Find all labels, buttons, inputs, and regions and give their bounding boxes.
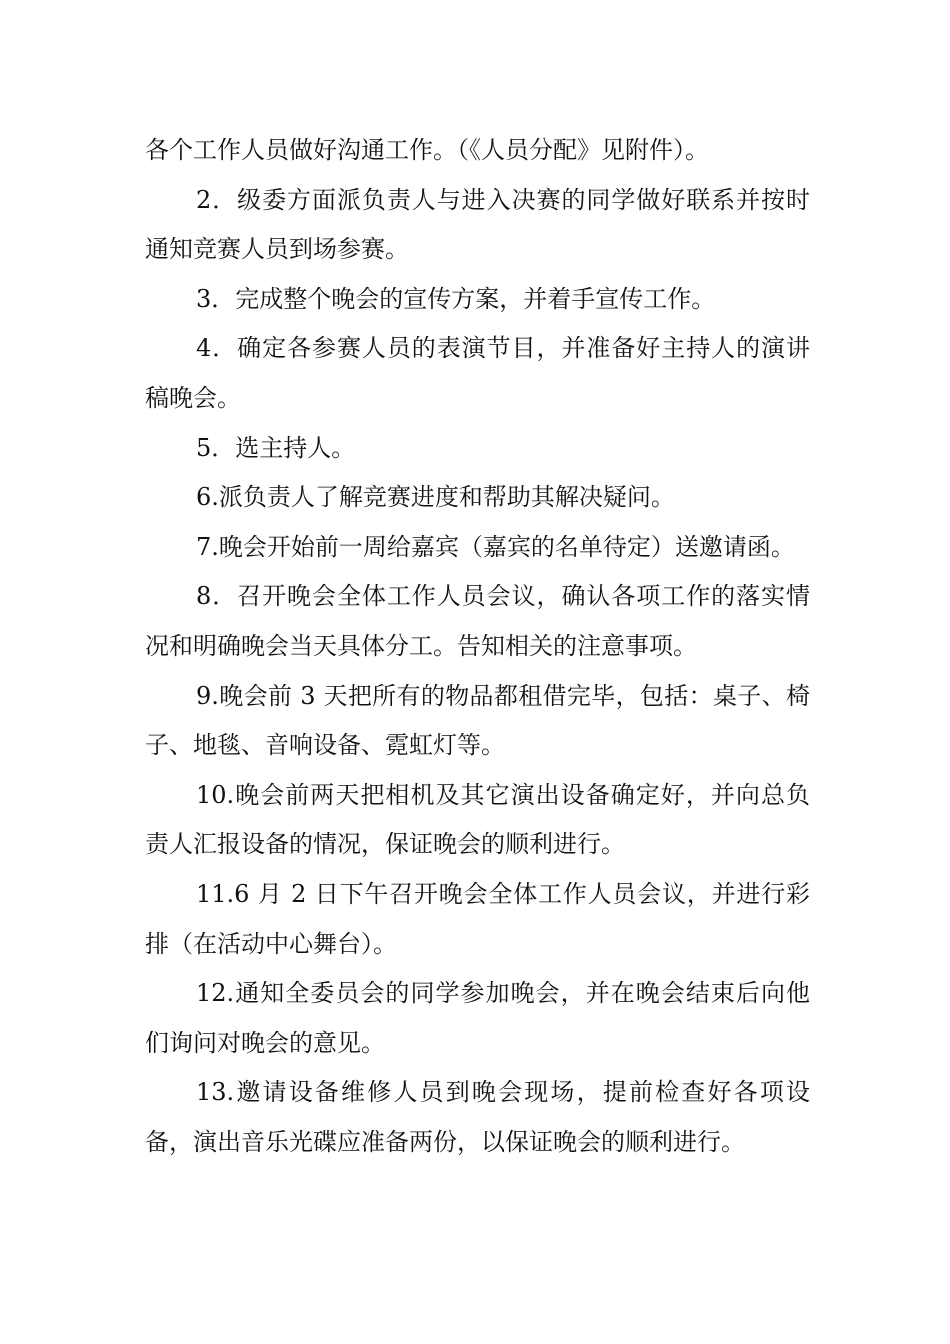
list-item-13: 13.邀请设备维修人员到晚会现场，提前检查好各项设备，演出音乐光碟应准备两份，以保证晚会的顺利进行。 (145, 1078, 810, 1156)
list-item-8: 8．召开晚会全体工作人员会议，确认各项工作的落实情况和明确晚会当天具体分工。告知相关的注意事项。 (145, 582, 810, 660)
list-item-9: 9.晚会前 3 天把所有的物品都租借完毕，包括：桌子、椅子、地毯、音响设备、霓虹灯等。 (145, 681, 810, 760)
document-body (145, 126, 810, 1167)
list-item-5: 5．选主持人。 (196, 433, 356, 462)
list-item-12: 12.通知全委员会的同学参加晚会，并在晚会结束后向他们询问对晚会的意见。 (145, 979, 810, 1057)
list-item-11: 11.6 月 2 日下午召开晚会全体工作人员会议，并进行彩排（在活动中心舞台）。 (145, 879, 810, 958)
paragraph-continued: 各个工作人员做好沟通工作。（《人员分配》见附件）。 (145, 136, 709, 164)
list-item-7: 7.晚会开始前一周给嘉宾（嘉宾的名单待定）送邀请函。 (196, 532, 795, 561)
list-item-10: 10.晚会前两天把相机及其它演出设备确定好，并向总负责人汇报设备的情况，保证晚会的顺利进行。 (145, 780, 810, 859)
list-item-2: 2．级委方面派负责人与进入决赛的同学做好联系并按时通知竞赛人员到场参赛。 (145, 185, 810, 264)
list-item-6: 6.派负责人了解竞赛进度和帮助其解决疑问。 (196, 483, 675, 512)
list-item-4: 4．确定各参赛人员的表演节目，并准备好主持人的演讲稿晚会。 (145, 334, 810, 412)
list-item-3: 3．完成整个晚会的宣传方案，并着手宣传工作。 (196, 284, 716, 313)
